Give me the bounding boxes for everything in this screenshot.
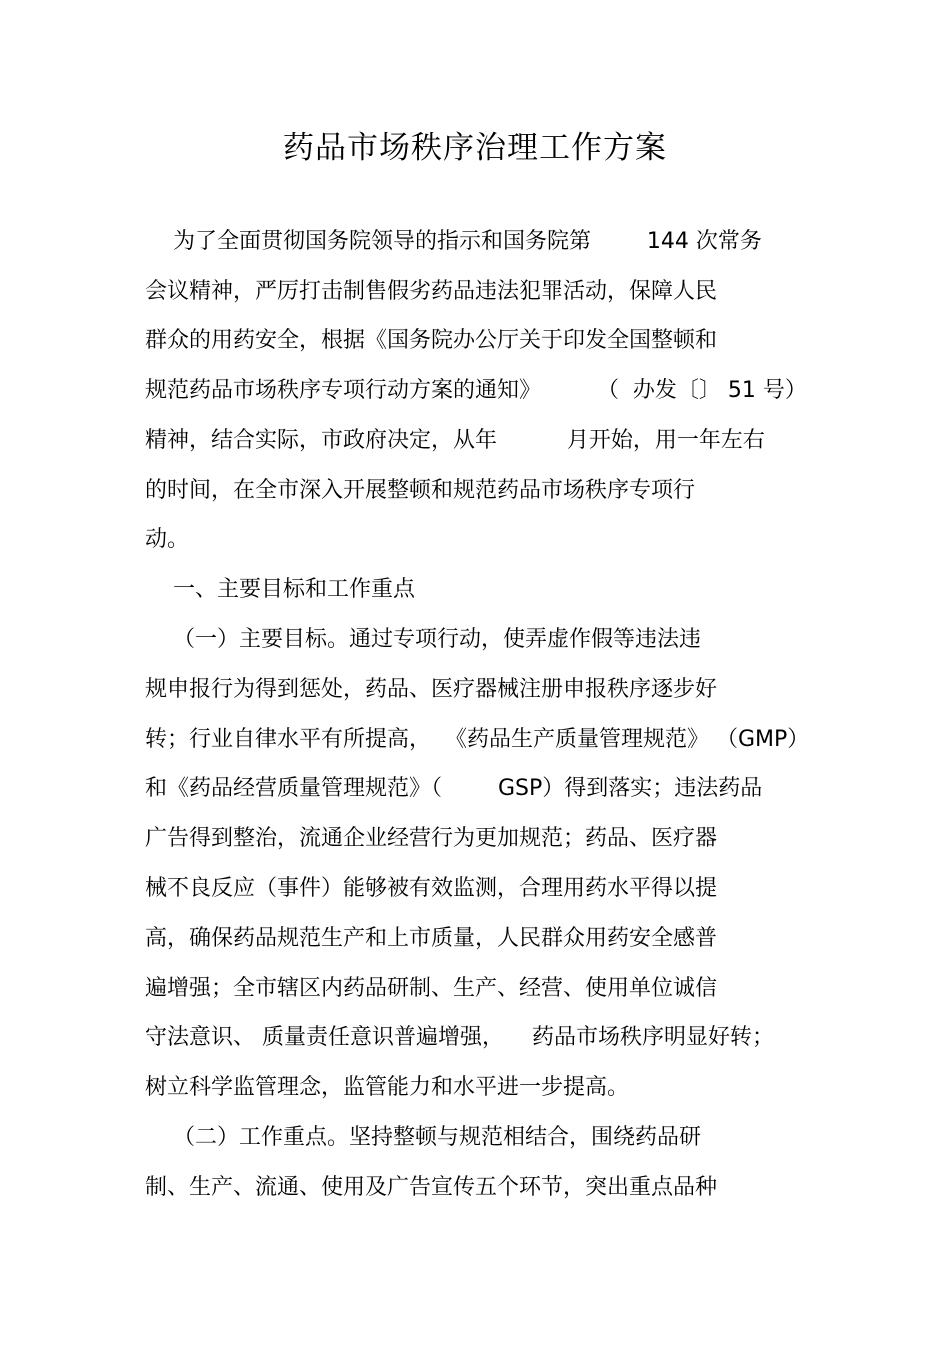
paragraph-line: （一）主要目标。通过专项行动，使弄虚作假等违法违 — [145, 627, 701, 652]
paragraph-line: 转；行业自律水平有所提高， 《药品生产质量管理规范》 （GMP） — [145, 727, 810, 752]
paragraph-line: 群众的用药安全，根据《国务院办公厅关于印发全国整顿和 — [145, 328, 718, 353]
document-title: 药品市场秩序治理工作方案 — [283, 130, 667, 166]
paragraph-line: 械不良反应（事件）能够被有效监测，合理用药水平得以提 — [145, 876, 718, 901]
paragraph-line: （二）工作重点。坚持整顿与规范相结合，围绕药品研 — [145, 1125, 701, 1150]
paragraph-line: 广告得到整治，流通企业经营行为更加规范；药品、医疗器 — [145, 826, 718, 851]
paragraph-line: 制、生产、流通、使用及广告宣传五个环节，突出重点品种 — [145, 1175, 718, 1200]
paragraph-line: 的时间，在全市深入开展整顿和规范药品市场秩序专项行 — [145, 478, 696, 503]
paragraph-line: 树立科学监管理念，监管能力和水平进一步提高。 — [145, 1075, 630, 1100]
paragraph-line: 精神，结合实际，市政府决定，从年 月开始，用一年左右 — [145, 428, 765, 453]
paragraph-line: 规申报行为得到惩处，药品、医疗器械注册申报秩序逐步好 — [145, 677, 718, 702]
paragraph-line: 会议精神，严厉打击制售假劣药品违法犯罪活动，保障人民 — [145, 279, 718, 304]
section-heading: 一、主要目标和工作重点 — [145, 577, 415, 602]
paragraph-line: 遍增强；全市辖区内药品研制、生产、经营、使用单位诚信 — [145, 976, 718, 1001]
paragraph-line: 守法意识、 质量责任意识普遍增强， 药品市场秩序明显好转； — [145, 1025, 774, 1050]
paragraph-line: 动。 — [145, 527, 190, 552]
paragraph-line: 和《药品经营质量管理规范》（ GSP）得到落实；违法药品 — [145, 776, 763, 801]
paragraph-line: 为了全面贯彻国务院领导的指示和国务院第 144 次常务 — [145, 229, 762, 254]
paragraph-line: 高，确保药品规范生产和上市质量，人民群众用药安全感普 — [145, 926, 718, 951]
paragraph-line: 规范药品市场秩序专项行动方案的通知》 （ 办发〔〕 51 号） — [145, 378, 807, 403]
